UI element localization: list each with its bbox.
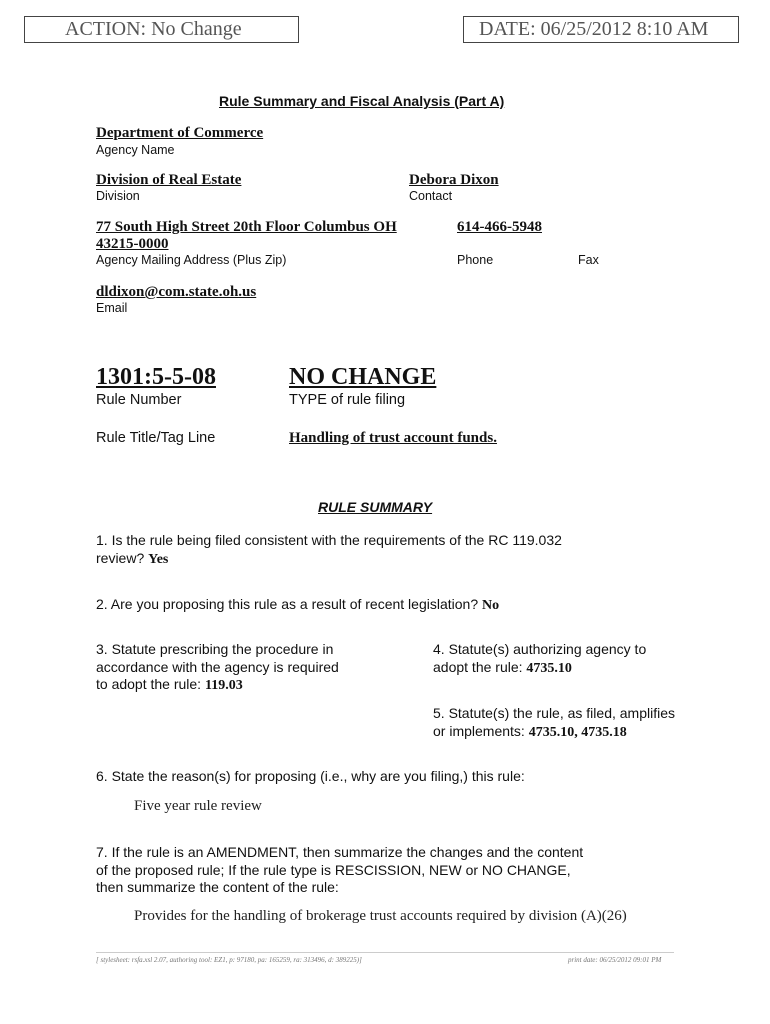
question-3-line2: accordance with the agency is required: [96, 658, 339, 675]
question-7-line1: 7. If the rule is an AMENDMENT, then summarize the changes and the content: [96, 844, 584, 860]
question-6-answer: Five year rule review: [134, 798, 262, 814]
question-4: [433, 641, 646, 677]
footer-divider: [96, 952, 674, 953]
question-2-answer: No: [482, 598, 500, 613]
question-1-answer: Yes: [148, 551, 169, 567]
question-5-line2-text: or implements:: [433, 722, 525, 739]
question-7-line2: of the proposed rule; If the rule type is RESCISSION, NEW or NO CHANGE,: [96, 861, 571, 878]
question-4-line2-text: adopt the rule:: [433, 658, 523, 675]
division-label: Division: [96, 189, 140, 203]
address-line1: 77 South High Street 20th Floor Columbus OH: [96, 219, 397, 235]
question-1-line2: [96, 550, 562, 569]
address-line2: 43215-0000: [96, 236, 169, 252]
contact-value: Debora Dixon: [409, 172, 499, 188]
agency-name-label: Agency Name: [96, 143, 175, 157]
question-3: [96, 641, 339, 695]
question-5: [433, 705, 675, 741]
rule-number-label: Rule Number: [96, 392, 182, 408]
question-5-answer: 4735.10, 4735.18: [528, 724, 627, 740]
question-4-answer: 4735.10: [526, 660, 572, 676]
question-7: [96, 844, 583, 897]
phone-value: 614-466-5948: [457, 219, 542, 235]
fax-label: Fax: [578, 253, 599, 267]
action-box: [24, 16, 299, 43]
rule-type: NO CHANGE: [289, 364, 437, 390]
question-5-line1: 5. Statute(s) the rule, as filed, amplifies: [433, 705, 675, 721]
question-2-text: 2. Are you proposing this rule as a result of recent legislation?: [96, 596, 479, 612]
rule-title-label: Rule Title/Tag Line: [96, 430, 216, 446]
address-label: Agency Mailing Address (Plus Zip): [96, 253, 287, 267]
email-label: Email: [96, 301, 128, 315]
footer-print-date: print date: 06/25/2012 09:01 PM: [568, 956, 662, 964]
question-3-line1: 3. Statute prescribing the procedure in: [96, 641, 334, 657]
email-value: dldixon@com.state.oh.us: [96, 284, 257, 300]
date-text: DATE: 06/25/2012 8:10 AM: [479, 18, 709, 40]
question-4-line2: [433, 659, 646, 678]
rule-title: Handling of trust account funds.: [289, 430, 497, 446]
contact-label: Contact: [409, 189, 453, 203]
rule-type-label: TYPE of rule filing: [289, 392, 406, 408]
question-1-line1: 1. Is the rule being filed consistent with the requirements of the RC 119.032: [96, 532, 562, 548]
rule-summary-heading: RULE SUMMARY: [318, 499, 433, 515]
question-7-line3: then summarize the content of the rule:: [96, 879, 339, 895]
page-title: Rule Summary and Fiscal Analysis (Part A): [219, 93, 505, 109]
question-7-answer: Provides for the handling of brokerage trust accounts required by division (A)(26): [134, 908, 627, 924]
question-6: 6. State the reason(s) for proposing (i.e., why are you filing,) this rule:: [96, 768, 525, 784]
question-1-line2-text: review?: [96, 549, 145, 566]
question-3-line3: [96, 676, 339, 695]
question-5-line2: [433, 723, 675, 742]
rule-number: 1301:5-5-08: [96, 364, 216, 390]
question-3-answer: 119.03: [204, 678, 243, 693]
phone-label: Phone: [457, 253, 494, 267]
date-box: [463, 16, 739, 43]
agency-name: Department of Commerce: [96, 125, 264, 141]
question-2: [96, 596, 499, 615]
question-3-line3-text: to adopt the rule:: [96, 676, 202, 692]
division-value: Division of Real Estate: [96, 172, 242, 188]
action-text: ACTION: No Change: [65, 18, 242, 40]
question-4-line1: 4. Statute(s) authorizing agency to: [433, 641, 647, 657]
footer-metadata: [ stylesheet: rsfa.xsl 2.07, authoring tool: EZ1, p: 97180, pa: 165259, ra: 313496, d: 389225)]: [96, 956, 362, 964]
question-1: [96, 532, 562, 568]
